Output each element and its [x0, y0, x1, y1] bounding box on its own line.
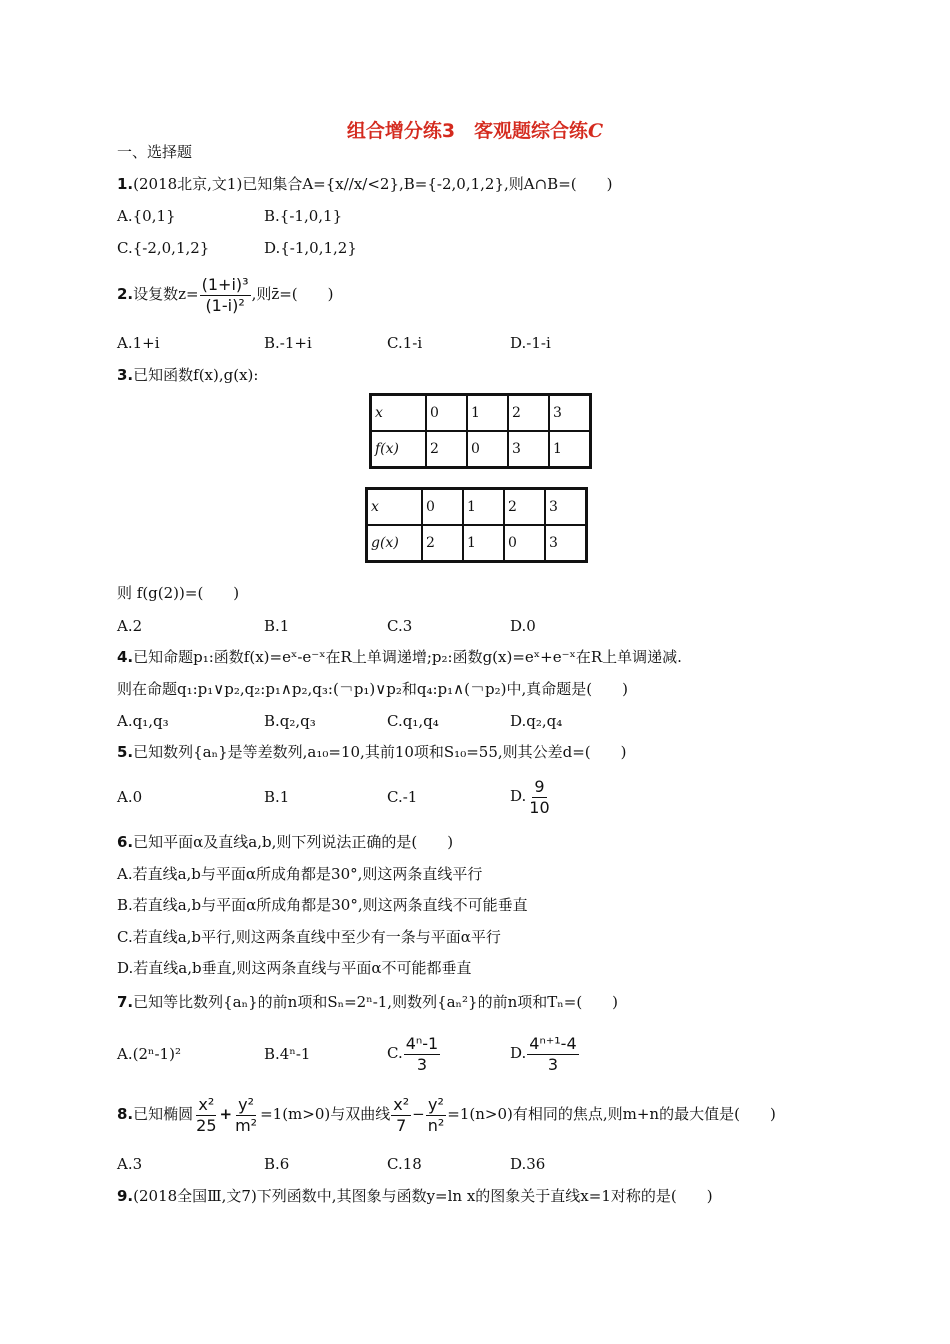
table-cell: 1 — [463, 489, 504, 526]
q5-option-a: A.0 — [117, 788, 143, 806]
table-cell: 1 — [549, 431, 591, 468]
q2-option-d: D.-1-i — [510, 334, 551, 352]
q2-option-b: B.-1+i — [264, 334, 312, 352]
table-cell: 3 — [549, 395, 591, 432]
table-cell: f(x) — [371, 431, 427, 468]
q4-option-b: B.q₂,q₃ — [264, 712, 316, 730]
q7-d-fraction: $\frac{\text{4ⁿ⁺¹-4}}{3}$ — [529, 1033, 577, 1074]
q7-c-fraction: $\frac{\text{4ⁿ-1}}{3}$ — [405, 1033, 439, 1074]
q6-option-c: C.若直线a,b平行,则这两条直线中至少有一条与平面α平行 — [117, 928, 501, 946]
table-cell: 2 — [508, 395, 549, 432]
q4-line-2: 则在命题q₁:p₁∨p₂,q₂:p₁∧p₂,q₃:(￢p₁)∨p₂和q₄:p₁∧(￢p₂)中,真命题是( ) — [117, 680, 628, 698]
table-cell: x — [371, 395, 427, 432]
q7-option-c: C. $\frac{\text{4ⁿ-1}}{3}$ — [387, 1033, 439, 1074]
table-g — [365, 487, 588, 563]
q4-option-c: C.q₁,q₄ — [387, 712, 439, 730]
table-cell: 2 — [422, 525, 463, 562]
q3-option-c: C.3 — [387, 617, 413, 635]
table-cell: 0 — [426, 395, 467, 432]
table-cell: 2 — [504, 489, 545, 526]
q2-fraction: $\frac{\text{(1+i)³}}{\text{(1-i)²}}$ — [201, 274, 249, 315]
question-4: 4.已知命题p₁:函数f(x)=eˣ-e⁻ˣ在R上单调递增;p₂:函数g(x)=eˣ+e⁻ˣ在R上单调递减. — [117, 648, 682, 666]
question-1: 1.(2018北京,文1)已知集合A={x//x/<2},B={-2,0,1,2},则A∩B=( ) — [117, 175, 613, 193]
table-row — [367, 489, 587, 526]
q3-option-b: B.1 — [264, 617, 290, 635]
table-cell: 0 — [504, 525, 545, 562]
question-6: 6.已知平面α及直线a,b,则下列说法正确的是( ) — [117, 833, 454, 851]
q6-option-b: B.若直线a,b与平面α所成角都是30°,则这两条直线不可能垂直 — [117, 896, 528, 914]
q5-option-c: C.-1 — [387, 788, 418, 806]
table-row — [367, 525, 587, 562]
table-cell: 3 — [545, 489, 587, 526]
table-cell: 0 — [467, 431, 508, 468]
table-cell: 2 — [426, 431, 467, 468]
hyperbola-term-x: $\frac{\text{x²}}{7}$ — [393, 1094, 410, 1135]
q2-option-c: C.1-i — [387, 334, 423, 352]
table-row — [371, 395, 591, 432]
q6-option-d: D.若直线a,b垂直,则这两条直线与平面α不可能都垂直 — [117, 959, 472, 977]
question-8: 8.已知椭圆 $\frac{\text{x²}}{25}$ + $\frac{\text{y²}}{\text{m²}}$ =1(m>0)与双曲线 $\frac{\text{x²}}{7}$ − $\frac{\text{y²}}{\text{n²}}$ =1(n>0)有相同的焦点,则m+n的最大值是( ) — [117, 1094, 776, 1135]
q1-option-c: C.{-2,0,1,2} — [117, 239, 210, 257]
ellipse-term-x: $\frac{\text{x²}}{25}$ — [196, 1094, 217, 1135]
table-cell: 0 — [422, 489, 463, 526]
table-cell: g(x) — [367, 525, 423, 562]
q7-option-b: B.4ⁿ-1 — [264, 1045, 311, 1063]
q8-option-b: B.6 — [264, 1155, 290, 1173]
table-cell: 3 — [545, 525, 587, 562]
table-cell: x — [367, 489, 423, 526]
q2-option-a: A.1+i — [117, 334, 160, 352]
q6-option-a: A.若直线a,b与平面α所成角都是30°,则这两条直线平行 — [117, 865, 483, 883]
ellipse-term-y: $\frac{\text{y²}}{\text{m²}}$ — [235, 1094, 258, 1135]
q7-option-d: D. $\frac{\text{4ⁿ⁺¹-4}}{3}$ — [510, 1033, 577, 1074]
section-heading: 一、选择题 — [117, 143, 193, 161]
table-cell: 1 — [463, 525, 504, 562]
q4-option-a: A.q₁,q₃ — [117, 712, 169, 730]
question-5: 5.已知数列{aₙ}是等差数列,a₁₀=10,其前10项和S₁₀=55,则其公差d=( ) — [117, 743, 627, 761]
q3-option-d: D.0 — [510, 617, 536, 635]
q5-option-b: B.1 — [264, 788, 290, 806]
question-3: 3.已知函数f(x),g(x): — [117, 366, 259, 384]
table-row — [371, 431, 591, 468]
table-cell: 1 — [467, 395, 508, 432]
table-cell: 3 — [508, 431, 549, 468]
page-title: 组合增分练3 客观题综合练C — [346, 120, 604, 142]
q1-option-a: A.{0,1} — [117, 207, 176, 225]
q8-option-d: D.36 — [510, 1155, 546, 1173]
table-f — [369, 393, 592, 469]
q5-option-d: D. $\frac{9}{10}$ — [510, 776, 550, 817]
q8-option-c: C.18 — [387, 1155, 422, 1173]
q1-option-d: D.{-1,0,1,2} — [264, 239, 357, 257]
q3-option-a: A.2 — [117, 617, 143, 635]
q8-option-a: A.3 — [117, 1155, 143, 1173]
q5-d-fraction: $\frac{9}{10}$ — [529, 776, 550, 817]
question-7: 7.已知等比数列{aₙ}的前n项和Sₙ=2ⁿ-1,则数列{aₙ²}的前n项和Tₙ=( ) — [117, 993, 619, 1011]
hyperbola-term-y: $\frac{\text{y²}}{\text{n²}}$ — [427, 1094, 445, 1135]
q1-option-b: B.{-1,0,1} — [264, 207, 343, 225]
q3-ask: 则 f(g(2))=( ) — [117, 584, 240, 602]
question-9: 9.(2018全国Ⅲ,文7)下列函数中,其图象与函数y=ln x的图象关于直线x=1对称的是( ) — [117, 1187, 713, 1205]
question-2: 2.设复数z= $\frac{\text{(1+i)³}}{\text{(1-i)²}}$ ,则z̄=( ) — [117, 274, 334, 315]
q7-option-a: A.(2ⁿ-1)² — [117, 1045, 181, 1063]
q4-option-d: D.q₂,q₄ — [510, 712, 563, 730]
